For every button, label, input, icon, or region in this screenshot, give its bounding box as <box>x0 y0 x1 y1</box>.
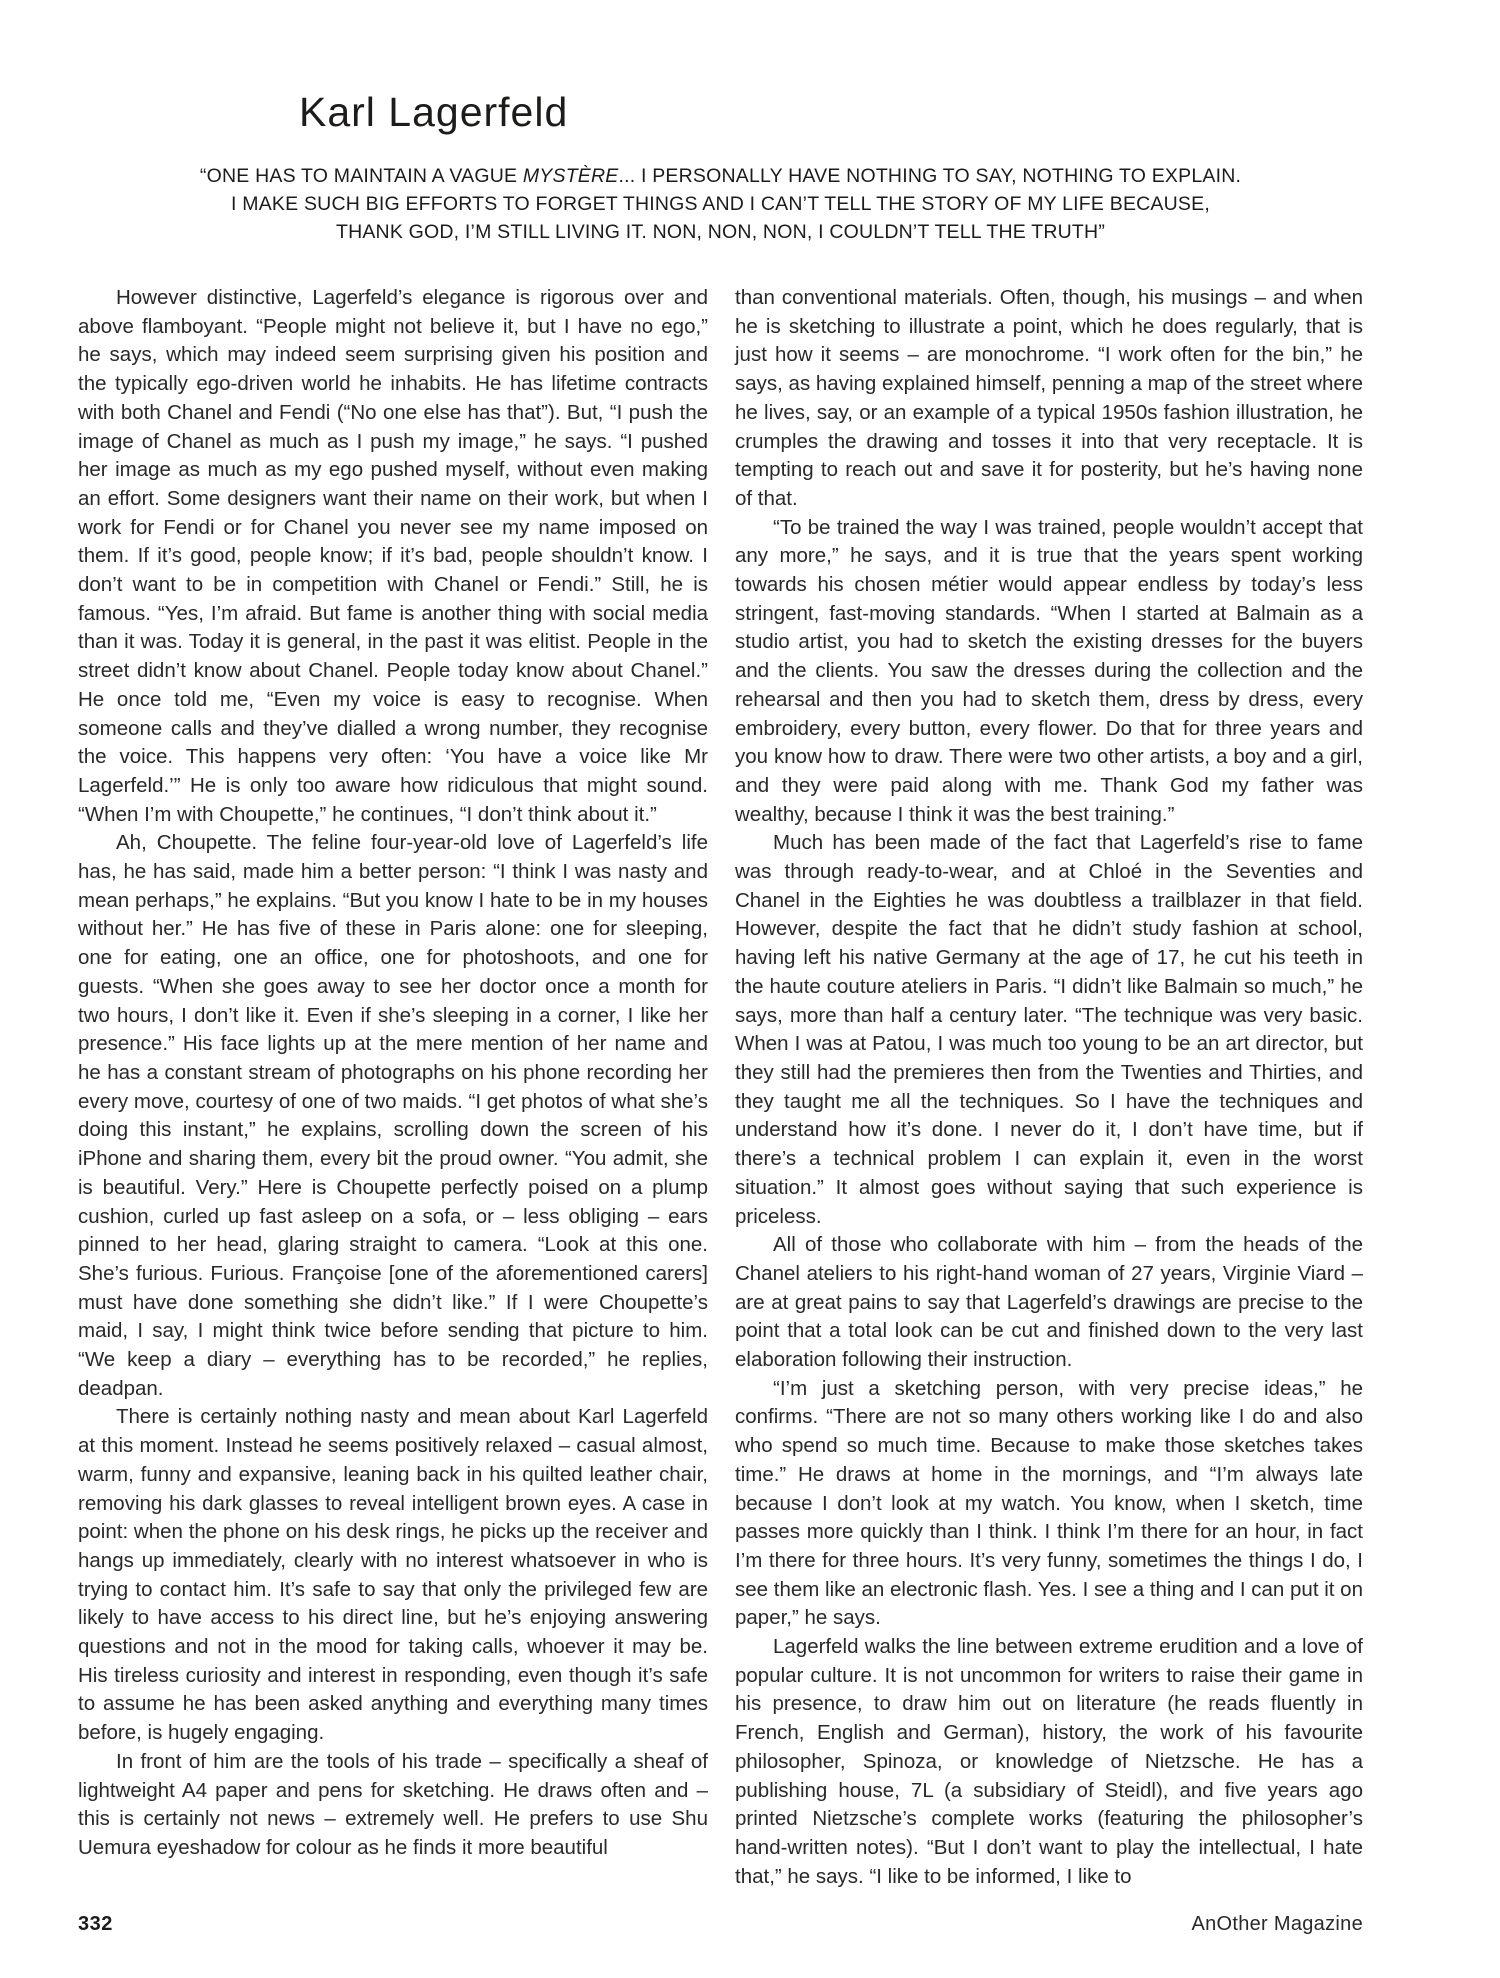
quote-italic-word: MYSTÈRE <box>522 165 619 187</box>
quote-text: ... I PERSONALLY HAVE NOTHING TO SAY, NOTHING TO EXPLAIN. <box>618 165 1242 187</box>
paragraph: In front of him are the tools of his trade – specifically a sheaf of lightweight A4 paper and pens for sketching. He draws often and – this is certainly not news – extremely well. He prefers to use Shu Uemura eyeshadow for colour as he finds it more beautiful <box>78 1749 708 1859</box>
paragraph: “I’m just a sketching person, with very precise ideas,” he confirms. “There are not so many others working like I do and also who spend so much time. Because to make those sketches takes time.” He draws at home in the mornings, and “I’m always late because I don’t look at my watch. You know, when I sketch, time passes more quickly than I think. I think I’m there for an hour, in fact I’m there for three hours. It’s very funny, sometimes the things I do, I see them like an electronic flash. Yes. I see a thing and I can put it on paper,” he says. <box>735 1376 1363 1630</box>
paragraph: “To be trained the way I was trained, people wouldn’t accept that any more,” he says, and it is true that the years spent working towards his chosen métier would appear endless by today’s less stringent, fast-moving standards. “When I started at Balmain as a studio artist, you had to sketch the existing dresses for the buyers and the clients. You saw the dresses during the collection and the rehearsal and then you had to sketch them, dress by dress, every embroidery, every button, every flower. Do that for three years and you know how to draw. There were two other artists, a boy and a girl, and they were paid along with me. Thank God my father was wealthy, because I think it was the best training.” <box>735 515 1363 826</box>
magazine-name: AnOther Magazine <box>1191 1913 1363 1935</box>
paragraph: There is certainly nothing nasty and mean about Karl Lagerfeld at this moment. Instead he seems positively relaxed – casual almost, warm, funny and expansive, leaning back in his quilted leather chair, removing his dark glasses to reveal intelligent brown eyes. A case in point: when the phone on his desk rings, he picks up the receiver and hangs up immediately, clearly with no interest whatsoever in who is trying to contact him. It’s safe to say that only the privileged few are likely to have access to his direct line, but he’s enjoying answering questions and not in the mood for taking calls, whoever it may be. His tireless curiosity and interest in responding, even though it’s safe to assume he has been asked anything and everything many times before, is hugely engaging. <box>78 1405 708 1745</box>
pull-quote-line-1 <box>78 162 1363 190</box>
article-column-right <box>735 284 1363 1891</box>
paragraph: Lagerfeld walks the line between extreme erudition and a love of popular culture. It is not uncommon for writers to raise their game in his presence, to draw him out on literature (he reads fluently in French, English and German), history, the work of his favourite philosopher, Spinoza, or knowledge of Nietzsche. He has a publishing house, 7L (a subsidiary of Steidl), and five years ago printed Nietzsche’s complete works (featuring the philosopher’s hand-written notes). “But I don’t want to play the intellectual, I hate that,” he says. “I like to be informed, I like to <box>735 1635 1363 1888</box>
pull-quote <box>78 162 1363 246</box>
paragraph: Much has been made of the fact that Lagerfeld’s rise to fame was through ready-to-wear, and at Chloé in the Seventies and Chanel in the Eighties he was doubtless a trailblazer in that field. However, despite the fact that he didn’t study fashion at school, having left his native Germany at the age of 17, he cut his teeth in the haute couture ateliers in Paris. “I didn’t like Balmain so much,” he says, more than half a century later. “The technique was very basic. When I was at Patou, I was much too young to be an art director, but they still had the premieres then from the Twenties and Thirties, and they taught me all the techniques. So I have the techniques and understand how it’s done. I never do it, I don’t have time, but if there’s a technical problem I can explain it, even in the worst situation.” It almost goes without saying that such experience is priceless. <box>735 831 1363 1228</box>
quote-text: “ONE HAS TO MAINTAIN A VAGUE <box>199 165 523 187</box>
paragraph: Ah, Choupette. The feline four-year-old love of Lagerfeld’s life has, he has said, made him a better person: “I think I was nasty and mean perhaps,” he explains. “But you know I hate to be in my houses without her.” He has five of these in Paris alone: one for sleeping, one for eating, one an office, one for photoshoots, and one for guests. “When she goes away to see her doctor once a month for two hours, I don’t like it. Even if she’s sleeping in a corner, I like her presence.” His face lights up at the mere mention of her name and he has a constant stream of photographs on his phone recording her every move, courtesy of one of two maids. “I get photos of what she’s doing this instant,” he explains, scrolling down the screen of his iPhone and sharing them, every bit the proud owner. “You admit, she is beautiful. Very.” Here is Choupette perfectly poised on a plump cushion, curled up fast asleep on a sofa, or – less obliging – ears pinned to her head, glaring straight to camera. “Look at this one. She’s furious. Furious. Françoise [one of the aforementioned carers] must have done something she didn’t like.” If I were Choupette’s maid, I say, I might think twice before sending that picture to him. “We keep a diary – everything has to be recorded,” he replies, deadpan. <box>78 831 708 1400</box>
pull-quote-line-2: I MAKE SUCH BIG EFFORTS TO FORGET THINGS AND I CAN’T TELL THE STORY OF MY LIFE BECAUSE, <box>231 193 1210 215</box>
page-number: 332 <box>78 1913 113 1935</box>
paragraph: However distinctive, Lagerfeld’s elegance is rigorous over and above flamboyant. “People might not believe it, but I have no ego,” he says, which may indeed seem surprising given his position and the typically ego-driven world he inhabits. He has lifetime contracts with both Chanel and Fendi (“No one else has that”). But, “I push the image of Chanel as much as I push my image,” he says. “I pushed her image as much as my ego pushed myself, without even making an effort. Some designers want their name on their work, but when I work for Fendi or for Chanel you never see my name imposed on them. If it’s good, people know; if it’s bad, people shouldn’t know. I don’t want to be in competition with Chanel or Fendi.” Still, he is famous. “Yes, I’m afraid. But fame is another thing with social media than it was. Today it is general, in the past it was elitist. People in the street didn’t know about Chanel. People today know about Chanel.” He once told me, “Even my voice is easy to recognise. When someone calls and they’ve dialled a wrong number, they recognise the voice. This happens very often: ‘You have a voice like Mr Lagerfeld.’” He is only too aware how ridiculous that might sound. “When I’m with Choupette,” he continues, “I don’t think about it.” <box>78 286 708 826</box>
paragraph: All of those who collaborate with him – from the heads of the Chanel ateliers to his right-hand woman of 27 years, Virginie Viard – are at great pains to say that Lagerfeld’s drawings are precise to the point that a total look can be cut and finished down to the very last elaboration following their instruction. <box>735 1233 1363 1372</box>
page-footer <box>78 1913 1363 1936</box>
paragraph: than conventional materials. Often, though, his musings – and when he is sketching to illustrate a point, which he does regularly, that is just how it seems – are monochrome. “I work often for the bin,” he says, as having explained himself, penning a map of the street where he lives, say, or an example of a typical 1950s fashion illustration, he crumples the drawing and tosses it into that very receptacle. It is tempting to reach out and save it for posterity, but he’s having none of that. <box>735 286 1363 510</box>
article-column-left <box>78 284 708 1863</box>
page-title: Karl Lagerfeld <box>299 89 569 136</box>
pull-quote-line-3: THANK GOD, I’M STILL LIVING IT. NON, NON, NON, I COULDN’T TELL THE TRUTH” <box>335 221 1106 243</box>
